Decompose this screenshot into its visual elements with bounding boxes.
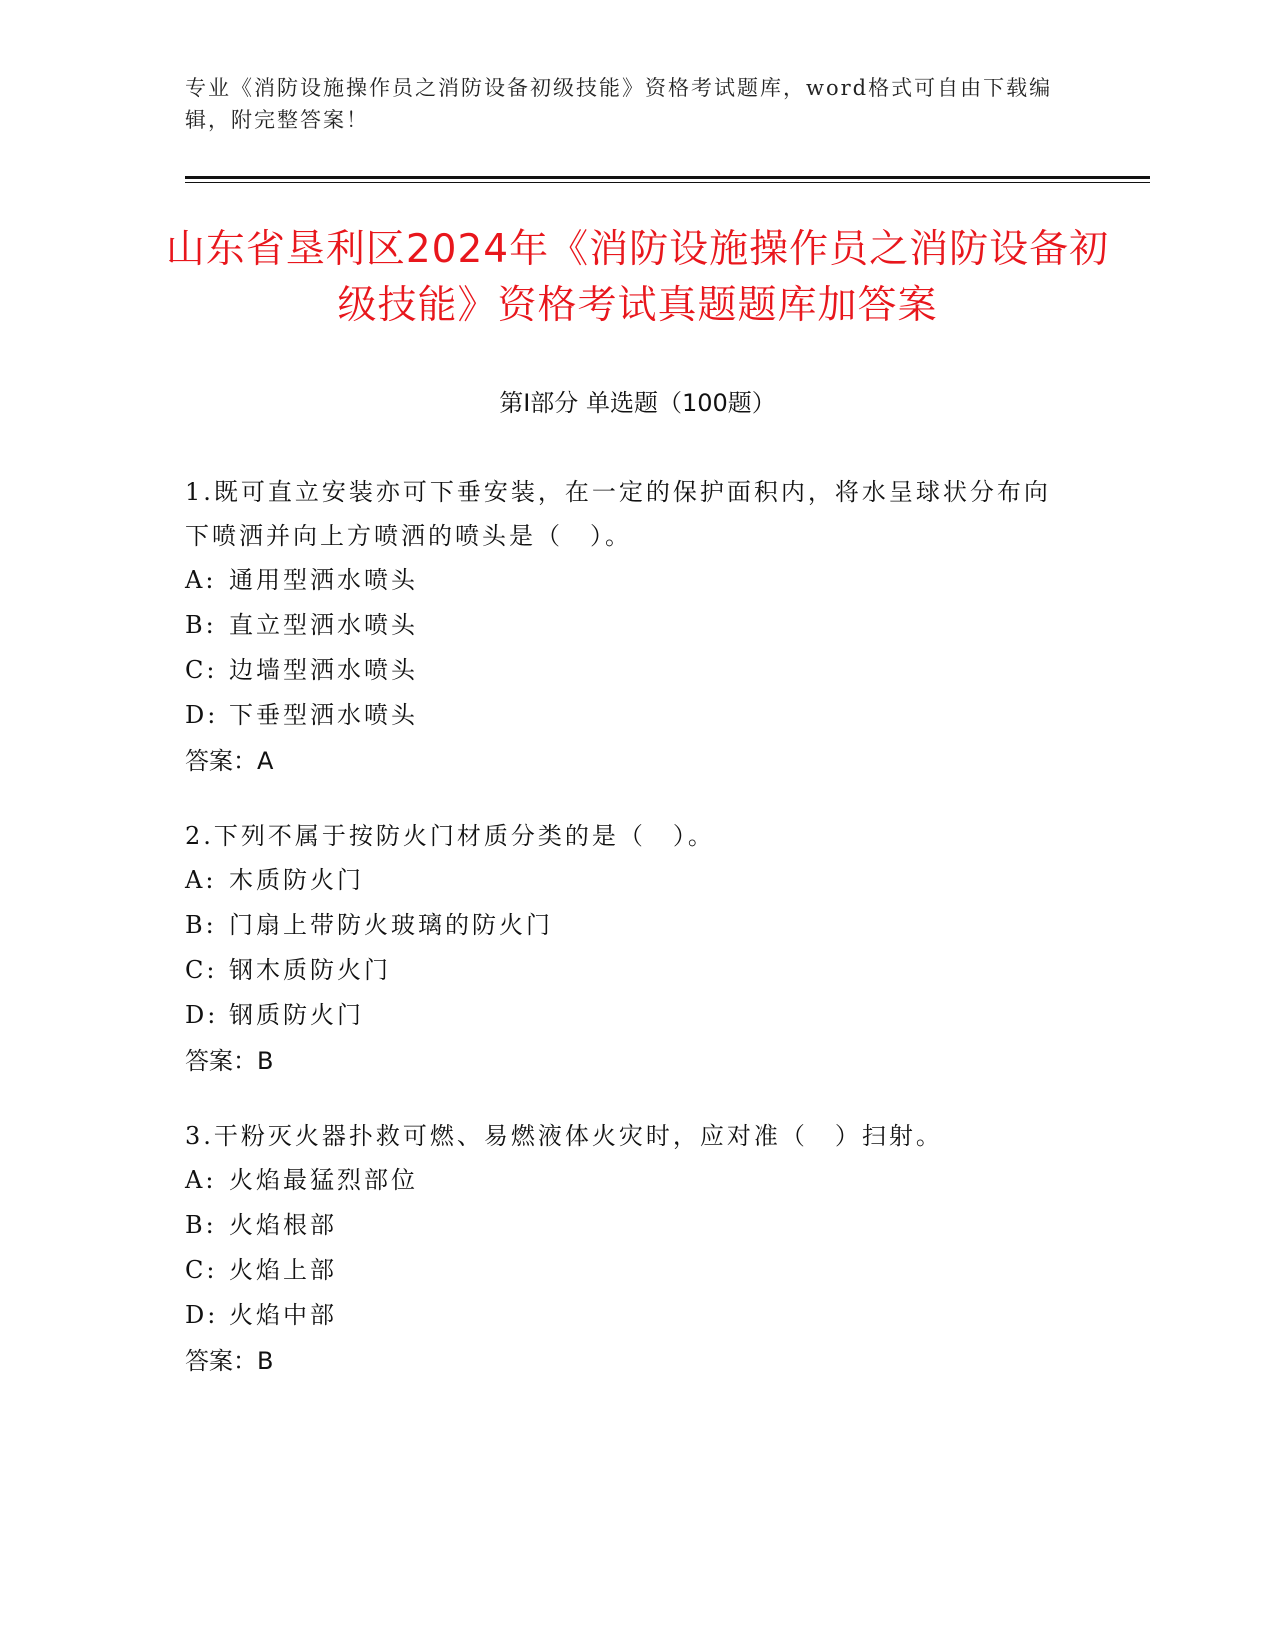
- section-title: 第Ⅰ部分 单选题（100题）: [499, 389, 776, 417]
- option-text: 边墙型洒水喷头: [229, 656, 418, 684]
- option-a: [185, 1158, 1075, 1203]
- option-b: [185, 903, 1075, 948]
- option-a: [185, 858, 1075, 903]
- question-3: [185, 1114, 1075, 1384]
- option-key: A:: [185, 1166, 217, 1194]
- option-text: 火焰最猛烈部位: [229, 1166, 418, 1194]
- option-text: 钢木质防火门: [229, 956, 391, 984]
- option-key: C:: [185, 956, 218, 984]
- option-key: D:: [185, 701, 219, 729]
- option-text: 通用型洒水喷头: [229, 566, 418, 594]
- option-text: 火焰中部: [229, 1301, 337, 1329]
- option-d: [185, 1293, 1075, 1338]
- answer-line: 答案：B: [185, 1347, 274, 1375]
- option-c: [185, 1248, 1075, 1293]
- option-key: A:: [185, 866, 217, 894]
- option-d: [185, 693, 1075, 738]
- question-stem: 2.下列不属于按防火门材质分类的是（ ）。: [185, 822, 715, 850]
- option-text: 门扇上带防火玻璃的防火门: [229, 911, 553, 939]
- option-text: 下垂型洒水喷头: [229, 701, 418, 729]
- question-stem: 1.既可直立安装亦可下垂安装，在一定的保护面积内，将水呈球状分布向下喷洒并向上方喷洒的喷头是（ ）。: [185, 478, 1051, 550]
- question-stem: 3.干粉灭火器扑救可燃、易燃液体火灾时，应对准（ ）扫射。: [185, 1122, 943, 1150]
- option-key: C:: [185, 656, 218, 684]
- option-text: 火焰根部: [229, 1211, 337, 1239]
- option-key: B:: [185, 1211, 217, 1239]
- option-key: D:: [185, 1001, 219, 1029]
- option-key: A:: [185, 566, 217, 594]
- answer-line: 答案：B: [185, 1047, 274, 1075]
- option-text: 木质防火门: [229, 866, 364, 894]
- option-text: 直立型洒水喷头: [229, 611, 418, 639]
- question-1: [185, 470, 1075, 784]
- header-rule-thin: [185, 182, 1150, 183]
- option-key: B:: [185, 611, 217, 639]
- question-list: [185, 470, 1075, 1414]
- option-key: D:: [185, 1301, 219, 1329]
- header-note: 专业《消防设施操作员之消防设备初级技能》资格考试题库，word格式可自由下载编辑，附完整答案！: [185, 76, 1053, 132]
- option-d: [185, 993, 1075, 1038]
- option-key: C:: [185, 1256, 218, 1284]
- option-text: 火焰上部: [229, 1256, 337, 1284]
- document-title: 山东省垦利区2024年《消防设施操作员之消防设备初级技能》资格考试真题题库加答案: [165, 227, 1110, 328]
- header-rule-thick: [185, 176, 1150, 179]
- option-c: [185, 948, 1075, 993]
- option-b: [185, 1203, 1075, 1248]
- option-b: [185, 603, 1075, 648]
- answer-line: 答案：A: [185, 747, 274, 775]
- option-text: 钢质防火门: [229, 1001, 364, 1029]
- option-a: [185, 558, 1075, 603]
- option-key: B:: [185, 911, 217, 939]
- option-c: [185, 648, 1075, 693]
- question-2: [185, 814, 1075, 1084]
